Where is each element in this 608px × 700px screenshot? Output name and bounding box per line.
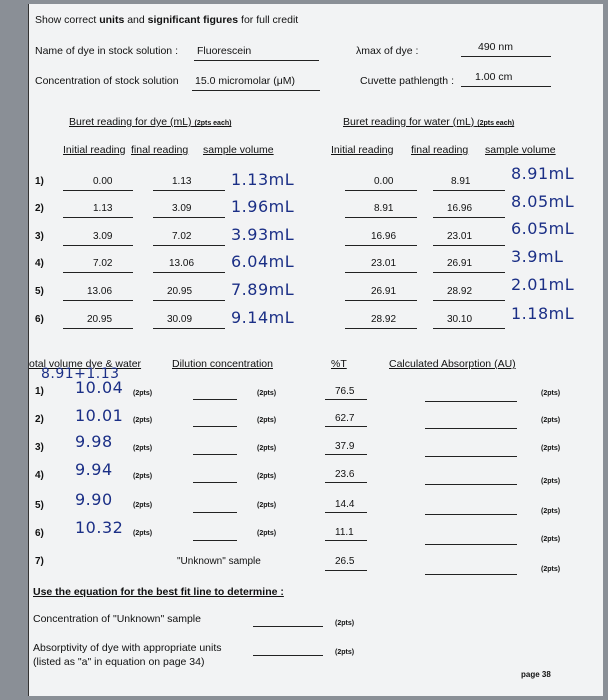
dye-volume: 6.04mL	[231, 252, 295, 271]
percent-t: 11.1	[335, 527, 354, 538]
buret-dye-col-final: final reading	[131, 144, 189, 156]
water-volume: 2.01mL	[511, 275, 575, 294]
dye-final: 13.06	[169, 258, 195, 269]
row-number: 6)	[35, 528, 44, 539]
dye-volume: 3.93mL	[231, 225, 295, 244]
dye-name-value: Fluorescein	[197, 45, 252, 57]
stock-concentration-label: Concentration of stock solution	[35, 75, 179, 87]
col-percent-t: %T	[331, 358, 347, 370]
water-volume: 3.9mL	[511, 247, 564, 266]
pathlength-value: 1.00 cm	[475, 71, 513, 83]
dye-volume: 7.89mL	[231, 280, 295, 299]
water-final: 16.96	[447, 203, 473, 214]
percent-t: 62.7	[335, 413, 355, 424]
row-number: 7)	[35, 556, 44, 567]
dye-initial: 20.95	[87, 314, 113, 325]
total-volume: 9.98	[75, 432, 113, 451]
row-number: 6)	[35, 314, 44, 325]
percent-t: 23.6	[335, 469, 355, 480]
absorptivity-label: Absorptivity of dye with appropriate units	[33, 642, 222, 654]
row-number: 3)	[35, 231, 44, 242]
row-number: 4)	[35, 258, 44, 269]
buret-dye-col-initial: Initial reading	[63, 144, 126, 156]
water-final: 30.10	[447, 314, 473, 325]
row-number: 3)	[35, 442, 44, 453]
dye-initial: 13.06	[87, 286, 113, 297]
buret-dye-title: Buret reading for dye (mL) (2pts each)	[69, 116, 232, 128]
water-initial: 26.91	[371, 286, 397, 297]
col-dilution: Dilution concentration	[172, 358, 273, 370]
dye-final: 1.13	[172, 176, 192, 187]
water-initial: 23.01	[371, 258, 397, 269]
water-volume: 8.05mL	[511, 192, 575, 211]
buret-water-col-initial: Initial reading	[331, 144, 394, 156]
dye-final: 3.09	[172, 203, 192, 214]
percent-t: 26.5	[335, 556, 355, 567]
equation-heading: Use the equation for the best fit line to determine :	[33, 586, 284, 598]
col-absorption: Calculated Absorption (AU)	[389, 358, 516, 370]
row-number: 1)	[35, 386, 44, 397]
dye-name-label: Name of dye in stock solution :	[35, 45, 178, 57]
pathlength-label: Cuvette pathlength :	[360, 75, 454, 87]
total-volume: 9.90	[75, 490, 113, 509]
dye-volume: 9.14mL	[231, 308, 295, 327]
unknown-concentration-label: Concentration of "Unknown" sample	[33, 613, 201, 625]
water-volume: 1.18mL	[511, 304, 575, 323]
row-number: 2)	[35, 414, 44, 425]
buret-dye-col-volume: sample volume	[203, 144, 274, 156]
water-initial: 16.96	[371, 231, 397, 242]
page-number: page 38	[521, 670, 551, 679]
dye-final: 30.09	[167, 314, 193, 325]
col-total-volume: otal volume dye & water	[29, 358, 142, 370]
row-number: 5)	[35, 286, 44, 297]
water-final: 23.01	[447, 231, 473, 242]
instructions: Show correct units and significant figures for full credit	[35, 14, 299, 26]
dye-initial: 7.02	[93, 258, 113, 269]
water-volume: 8.91mL	[511, 164, 575, 183]
water-final: 8.91	[451, 176, 471, 187]
water-final: 28.92	[447, 286, 473, 297]
unknown-sample-label: "Unknown" sample	[177, 556, 261, 567]
row-number: 4)	[35, 470, 44, 481]
stock-concentration-value: 15.0 micromolar (μM)	[195, 75, 295, 87]
dye-initial: 1.13	[93, 203, 113, 214]
total-volume: 9.94	[75, 460, 113, 479]
water-initial: 0.00	[374, 176, 394, 187]
total-volume: 10.32	[75, 518, 124, 537]
buret-water-col-volume: sample volume	[485, 144, 556, 156]
total-volume: 10.04	[75, 378, 124, 397]
dye-initial: 0.00	[93, 176, 113, 187]
worksheet: Show correct units and significant figures for full credit Name of dye in stock solution : Fluorescein λmax of dye : 490 nm Concentration of stock solution 15.0 micromolar (μM) Cuvette pathlength : 1.00 cm Buret reading for dye (mL) (2pts each) Initial reading final reading sample volume 1) 0.00 1.13 1.13mL 2) 1.13 3.09 1.96mL 3) 3.09 7.02 3.93mL 4) 7.02 13.06 6.04mL 5) 13.06 20.95 7.89mL 6) 20.95 30.09 9.14mL Buret reading for water (mL) (2pts each) Initial reading final reading sample volume 0.00 8.91 8.91mL 8.91 16.96 8.05mL 16.96 23.01 6.05mL 23.01 26.91 3.9mL 26.91 28.92 2.01mL 28.92 30.10 1.18mL otal volume dye & water Dilution concentration %T Calculated Absorption (AU) 8.91+1.13 1) 10.04 (2pts) (2pts) 76.5 (2pts) 2) 10.01 (2pts) (2pts) 62.7 (2pts) 3) 9.98 (2pts) (2pts) 37.9 (2pts) 4) 9.94 (2pts) (2pts) 23.6 (2pts) 5) 9.90 (2pts) (2pts) 14.4 (2pts) 6) 10.32 (2pts) (2pts) 11.1 (2pts) 7) "Unknown" sample 26.5 (2pts) Use the equation for the best fit line to determine : Concentration of "Unknown" sample (2pts) Absorptivity of dye with appropriate units (2pts) (listed as "a" in equation on page 34) page 38	[28, 4, 603, 696]
lambda-max-value: 490 nm	[478, 41, 514, 53]
water-final: 26.91	[447, 258, 473, 269]
dye-volume: 1.96mL	[231, 197, 295, 216]
dye-final: 20.95	[167, 286, 193, 297]
dye-volume: 1.13mL	[231, 170, 295, 189]
lambda-max-label: λmax of dye :	[356, 45, 419, 57]
water-initial: 8.91	[374, 203, 394, 214]
row-number: 1)	[35, 176, 44, 187]
dye-final: 7.02	[172, 231, 192, 242]
row-number: 2)	[35, 203, 44, 214]
percent-t: 14.4	[335, 499, 355, 510]
percent-t: 37.9	[335, 441, 355, 452]
total-volume: 10.01	[75, 406, 124, 425]
buret-water-col-final: final reading	[411, 144, 469, 156]
row-number: 5)	[35, 500, 44, 511]
dye-initial: 3.09	[93, 231, 113, 242]
absorptivity-note: (listed as "a" in equation on page 34)	[33, 656, 205, 668]
water-volume: 6.05mL	[511, 219, 575, 238]
buret-water-title: Buret reading for water (mL) (2pts each)	[343, 116, 515, 128]
percent-t: 76.5	[335, 386, 355, 397]
scratch-note: 8.91+1.13	[41, 366, 120, 382]
water-initial: 28.92	[371, 314, 397, 325]
